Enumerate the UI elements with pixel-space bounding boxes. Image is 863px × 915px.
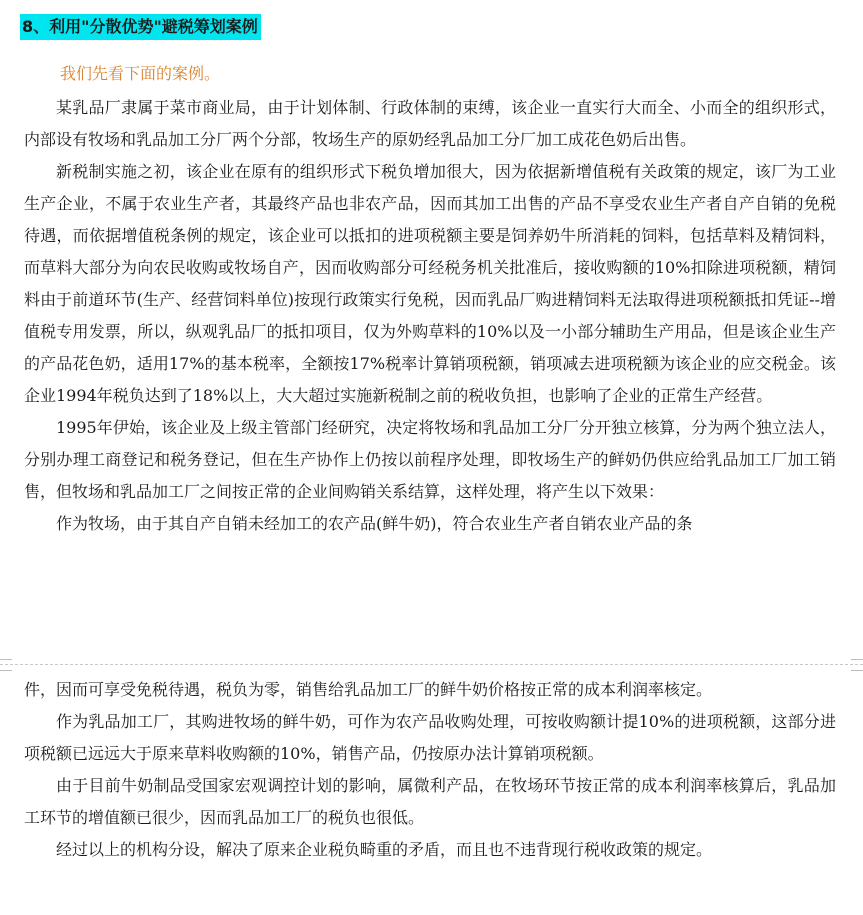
page-break-line (0, 664, 863, 665)
paragraph-low-margin: 由于目前牛奶制品受国家宏观调控计划的影响，属微利产品，在牧场环节按正常的成本利润率核算后，乳品加工环节的增值额已很少，因而乳品加工厂的税负也很低。 (24, 776, 836, 827)
paragraph-conclusion: 经过以上的机构分设，解决了原来企业税负畸重的矛盾，而且也不违背现行税收政策的规定。 (56, 840, 713, 859)
paragraph-restructure: 1995年伊始，该企业及上级主管部门经研究，决定将牧场和乳品加工分厂分开独立核算，分为两个独立法人，分别办理工商登记和税务登记，但在生产协作上仍按以前程序处理，即牧场生产的鲜奶仍供应给乳品加工厂加工销售，但牧场和乳品加工厂之间按正常的企业间购销关系结算，这样处理，将产生以下效果： (24, 418, 836, 501)
paragraph-background: 某乳品厂隶属于菜市商业局，由于计划体制、行政体制的束缚，该企业一直实行大而全、小而全的组织形式，内部设有牧场和乳品加工分厂两个分部，牧场生产的原奶经乳品加工分厂加工成花色奶后出售。 (24, 98, 836, 149)
intro-line: 我们先看下面的案例。 (60, 64, 221, 83)
paragraph-ranch-effect: 作为牧场，由于其自产自销未经加工的农产品(鲜牛奶)，符合农业生产者自销农业产品的条 (56, 514, 693, 533)
section-heading: 8、利用"分散优势"避税筹划案例 (20, 14, 261, 40)
document-body-page-2 (24, 674, 836, 866)
paragraph-tax-burden: 新税制实施之初，该企业在原有的组织形式下税负增加很大，因为依据新增值税有关政策的规定，该厂为工业生产企业，不属于农业生产者，其最终产品也非农产品，因而其加工出售的产品不享受农业生产者自产自销的免税待遇，而依据增值税条例的规定，该企业可以抵扣的进项税额主要是饲养奶牛所消耗的饲料，包括草料及精饲料，而草料大部分为向农民收购或牧场自产，因而收购部分可经税务机关批准后，接收购额的10%扣除进项税额，精饲料由于前道环节(生产、经营饲料单位)按现行政策实行免税，因而乳品厂购进精饲料无法取得进项税额抵扣凭证--增值税专用发票，所以，纵观乳品厂的抵扣项目，仅为外购草料的10%以及一小部分辅助生产用品，但是该企业生产的产品花色奶，适用17%的基本税率，全额按17%税率计算销项税额，销项减去进项税额为该企业的应交税金。该企业1994年税负达到了18%以上，大大超过实施新税制之前的税收负担，也影响了企业的正常生产经营。 (24, 162, 836, 405)
page-break-marker-right (851, 659, 863, 671)
document-body-page-1 (24, 92, 836, 540)
paragraph-plant-effect: 作为乳品加工厂，其购进牧场的鲜牛奶，可作为农产品收购处理，可按收购额计提10%的进项税额，这部分进项税额已远远大于原来草料收购额的10%，销售产品，仍按原办法计算销项税额。 (24, 712, 836, 763)
paragraph-ranch-effect-continued: 件，因而可享受免税待遇，税负为零，销售给乳品加工厂的鲜牛奶价格按正常的成本利润率核定。 (24, 680, 713, 699)
page-break-marker-left (0, 659, 12, 671)
